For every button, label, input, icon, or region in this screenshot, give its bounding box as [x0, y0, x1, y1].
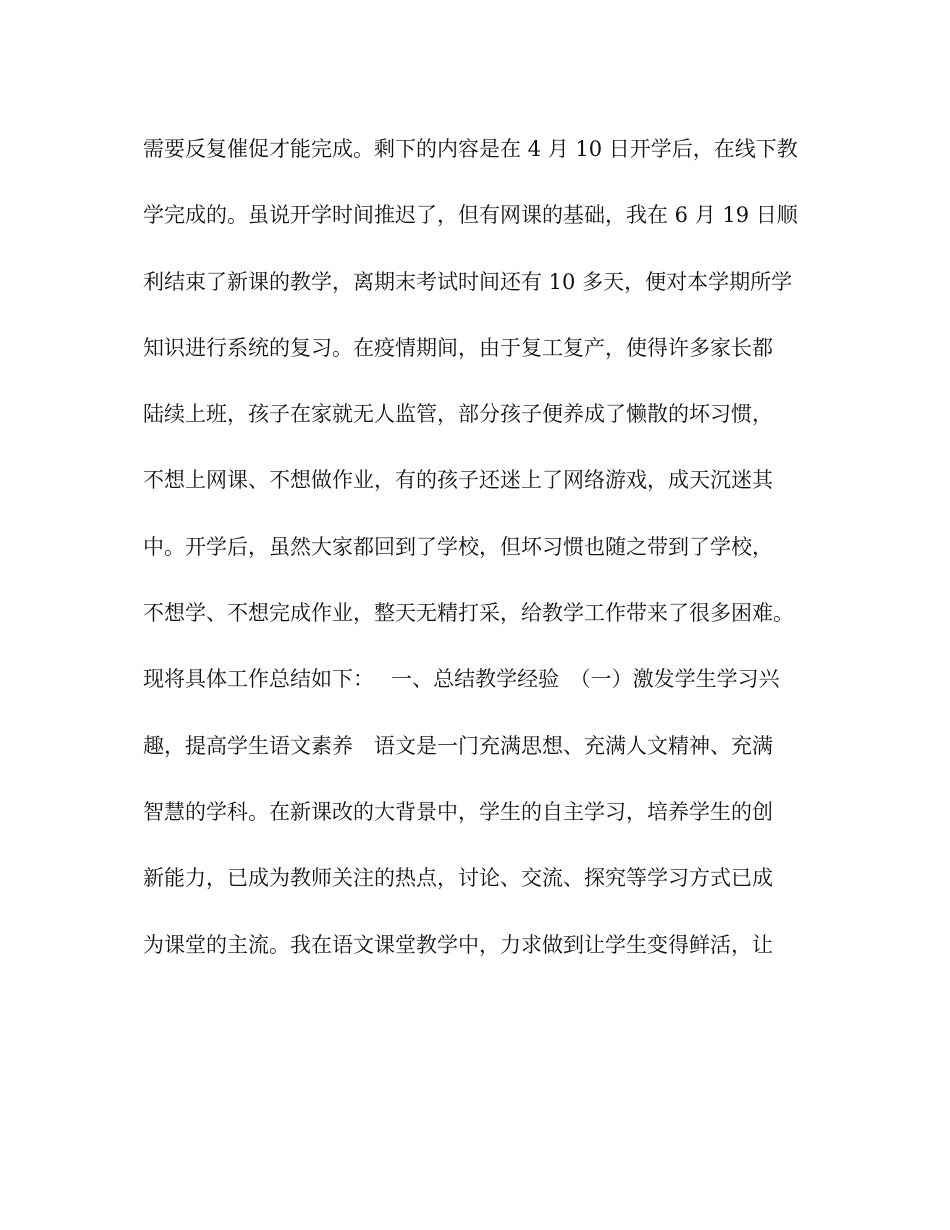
text-line: 中。开学后，虽然大家都回到了学校，但坏习惯也随之带到了学校，: [143, 534, 773, 559]
body-text: [143, 138, 823, 1000]
text-line: 不想学、不想完成作业，整天无精打采，给教学工作带来了很多困难。: [143, 601, 794, 626]
text-line: 为课堂的主流。我在语文课堂教学中，力求做到让学生变得鲜活，让: [143, 932, 773, 957]
text-line: 现将具体工作总结如下： 一、总结教学经验 （一）激发学生学习兴: [143, 667, 780, 692]
text-line: 知识进行系统的复习。在疫情期间，由于复工复产，使得许多家长都: [143, 335, 773, 360]
text-line: 利结束了新课的教学，离期末考试时间还有 10 多天，便对本学期所学: [143, 269, 793, 294]
text-line: 学完成的。虽说开学时间推迟了，但有网课的基础，我在 6 月 19 日顺: [143, 203, 798, 228]
text-line: 不想上网课、不想做作业，有的孩子还迷上了网络游戏，成天沉迷其: [143, 468, 773, 493]
text-line: 智慧的学科。在新课改的大背景中，学生的自主学习，培养学生的创: [143, 799, 773, 824]
text-line: 需要反复催促才能完成。剩下的内容是在 4 月 10 日开学后，在线下教: [143, 137, 798, 161]
text-line: 趣，提高学生语文素养 语文是一门充满思想、充满人文精神、充满: [143, 733, 773, 758]
text-line: 陆续上班，孩子在家就无人监管，部分孩子便养成了懒散的坏习惯，: [143, 402, 773, 427]
text-line: 新能力，已成为教师关注的热点，讨论、交流、探究等学习方式已成: [143, 866, 773, 891]
